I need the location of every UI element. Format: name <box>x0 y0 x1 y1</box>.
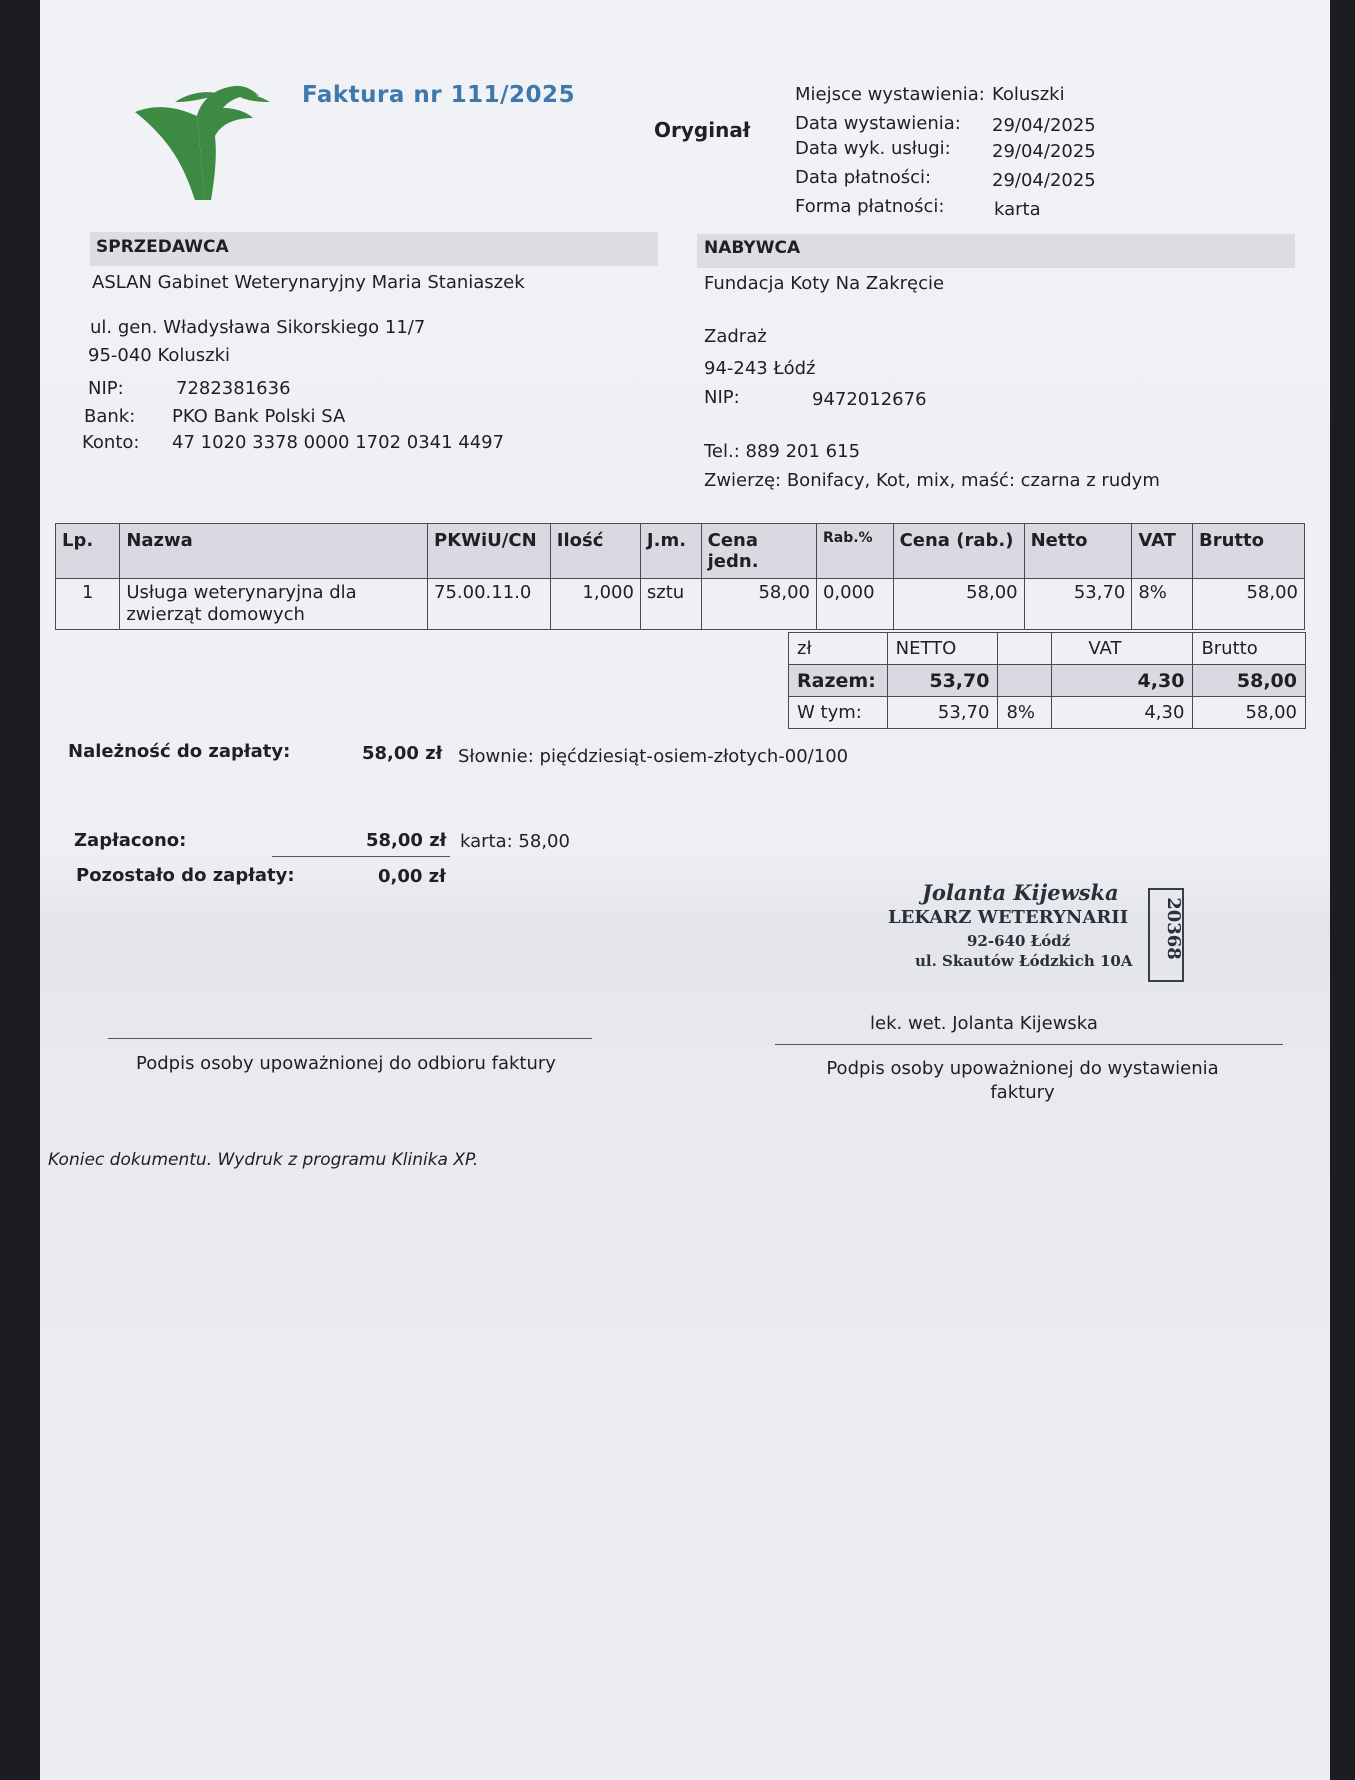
amount-due-label: Należność do zapłaty: <box>68 741 291 762</box>
meta-value-payment-method: karta <box>994 199 1041 220</box>
summary-total-gross: 58,00 <box>1193 665 1306 697</box>
buyer-animal: Zwierzę: Bonifacy, Kot, mix, maść: czarna z rudym <box>704 470 1160 491</box>
summary-total-row <box>789 665 1306 697</box>
stamp-street: ul. Skautów Łódzkich 10A <box>915 952 1133 970</box>
meta-value-issue-date: 29/04/2025 <box>992 115 1096 136</box>
summary-header-currency: zł <box>789 633 888 665</box>
meta-value-place: Koluszki <box>992 84 1065 105</box>
cell-discounted-price: 58,00 <box>893 579 1024 630</box>
seller-account: 47 1020 3378 0000 1702 0341 4497 <box>172 432 505 453</box>
col-header-net: Netto <box>1024 524 1132 579</box>
col-header-pkwiu: PKWiU/CN <box>428 524 551 579</box>
col-header-unit-price: Cena jedn. <box>701 524 816 579</box>
summary-total-net: 53,70 <box>887 665 998 697</box>
buyer-nip-label: NIP: <box>704 387 740 408</box>
col-header-name: Nazwa <box>120 524 428 579</box>
remaining-value: 0,00 zł <box>378 866 446 887</box>
stamp-name: Jolanta Kijewska <box>922 880 1119 905</box>
document-footer: Koniec dokumentu. Wydruk z programu Klinika XP. <box>48 1150 479 1170</box>
issuer-signature-caption: Podpis osoby upoważnionej do wystawienia faktury <box>826 1058 1219 1103</box>
paid-value: 58,00 zł <box>366 830 447 851</box>
summary-breakdown-gross: 58,00 <box>1193 697 1306 729</box>
invoice-page <box>40 0 1330 1780</box>
paid-label: Zapłacono: <box>74 830 187 851</box>
meta-label-service-date: Data wyk. usługi: <box>795 138 951 159</box>
cell-qty: 1,000 <box>550 579 640 630</box>
receiver-signature-line <box>108 1038 592 1039</box>
meta-label-place: Miejsce wystawienia: <box>795 84 985 105</box>
buyer-name: Fundacja Koty Na Zakręcie <box>704 273 945 294</box>
seller-heading: SPRZEDAWCA <box>96 237 229 257</box>
cell-unit: sztu <box>640 579 701 630</box>
items-header-row <box>56 524 1305 579</box>
seller-bank-label: Bank: <box>84 406 136 427</box>
col-header-discount: Rab.% <box>816 524 893 579</box>
seller-city: 95-040 Koluszki <box>88 345 231 366</box>
seller-name: ASLAN Gabinet Weterynaryjny Maria Staniaszek <box>92 272 525 293</box>
seller-street: ul. gen. Władysława Sikorskiego 11/7 <box>90 317 426 338</box>
seller-bank: PKO Bank Polski SA <box>172 406 346 427</box>
paid-underline <box>272 856 450 857</box>
summary-breakdown-rate: 8% <box>998 697 1052 729</box>
col-header-gross: Brutto <box>1193 524 1305 579</box>
cell-name: Usługa weterynaryjna dla zwierząt domowych <box>120 579 428 630</box>
meta-label-payment-method: Forma płatności: <box>795 196 945 217</box>
amount-in-words: Słownie: pięćdziesiąt-osiem-złotych-00/100 <box>458 746 849 767</box>
meta-value-payment-date: 29/04/2025 <box>992 170 1096 191</box>
seller-account-label: Konto: <box>82 432 140 453</box>
summary-header-row <box>789 633 1306 665</box>
summary-total-rate <box>998 665 1052 697</box>
receiver-signature-caption: Podpis osoby upoważnionej do odbioru faktury <box>136 1053 556 1074</box>
table-row <box>56 579 1305 630</box>
col-header-lp: Lp. <box>56 524 120 579</box>
buyer-nip: 9472012676 <box>812 389 927 410</box>
issuer-signature-line <box>775 1044 1283 1045</box>
summary-breakdown-label: W tym: <box>789 697 888 729</box>
summary-total-label: Razem: <box>789 665 888 697</box>
invoice-title: Faktura nr 111/2025 <box>302 82 576 108</box>
summary-header-vat: VAT <box>1052 633 1193 665</box>
cell-gross: 58,00 <box>1193 579 1305 630</box>
cell-pkwiu: 75.00.11.0 <box>428 579 551 630</box>
buyer-street: Zadraż <box>704 326 767 347</box>
summary-breakdown-row <box>789 697 1306 729</box>
cell-net: 53,70 <box>1024 579 1132 630</box>
cell-unit-price: 58,00 <box>701 579 816 630</box>
vat-summary-table <box>788 632 1306 729</box>
summary-breakdown-net: 53,70 <box>887 697 998 729</box>
clinic-logo-icon <box>135 80 270 202</box>
cell-discount: 0,000 <box>816 579 893 630</box>
veterinarian-stamp <box>885 880 1185 990</box>
col-header-qty: Ilość <box>550 524 640 579</box>
seller-nip: 7282381636 <box>176 378 291 399</box>
stamp-number: 20368 <box>1162 897 1184 960</box>
stamp-title: LEKARZ WETERYNARII <box>888 907 1129 928</box>
summary-total-vat: 4,30 <box>1052 665 1193 697</box>
buyer-city: 94-243 Łódź <box>704 358 816 379</box>
summary-header-rate <box>998 633 1052 665</box>
col-header-unit: J.m. <box>640 524 701 579</box>
remaining-label: Pozostało do zapłaty: <box>76 865 295 886</box>
cell-vat: 8% <box>1132 579 1193 630</box>
stamp-city: 92-640 Łódź <box>967 932 1071 950</box>
cell-lp: 1 <box>56 579 120 630</box>
issuer-name: lek. wet. Jolanta Kijewska <box>870 1013 1098 1034</box>
items-table <box>55 523 1305 630</box>
meta-label-payment-date: Data płatności: <box>795 167 932 188</box>
meta-value-service-date: 29/04/2025 <box>992 141 1096 162</box>
amount-due-value: 58,00 zł <box>362 743 443 764</box>
summary-header-net: NETTO <box>887 633 998 665</box>
copy-label: Oryginał <box>654 118 751 142</box>
meta-label-issue-date: Data wystawienia: <box>795 113 961 134</box>
summary-breakdown-vat: 4,30 <box>1052 697 1193 729</box>
paid-method: karta: 58,00 <box>460 831 570 852</box>
buyer-heading: NABYWCA <box>704 238 801 258</box>
col-header-discounted-price: Cena (rab.) <box>893 524 1024 579</box>
seller-nip-label: NIP: <box>88 378 124 399</box>
buyer-phone: Tel.: 889 201 615 <box>704 441 861 462</box>
summary-header-gross: Brutto <box>1193 633 1306 665</box>
col-header-vat: VAT <box>1132 524 1193 579</box>
